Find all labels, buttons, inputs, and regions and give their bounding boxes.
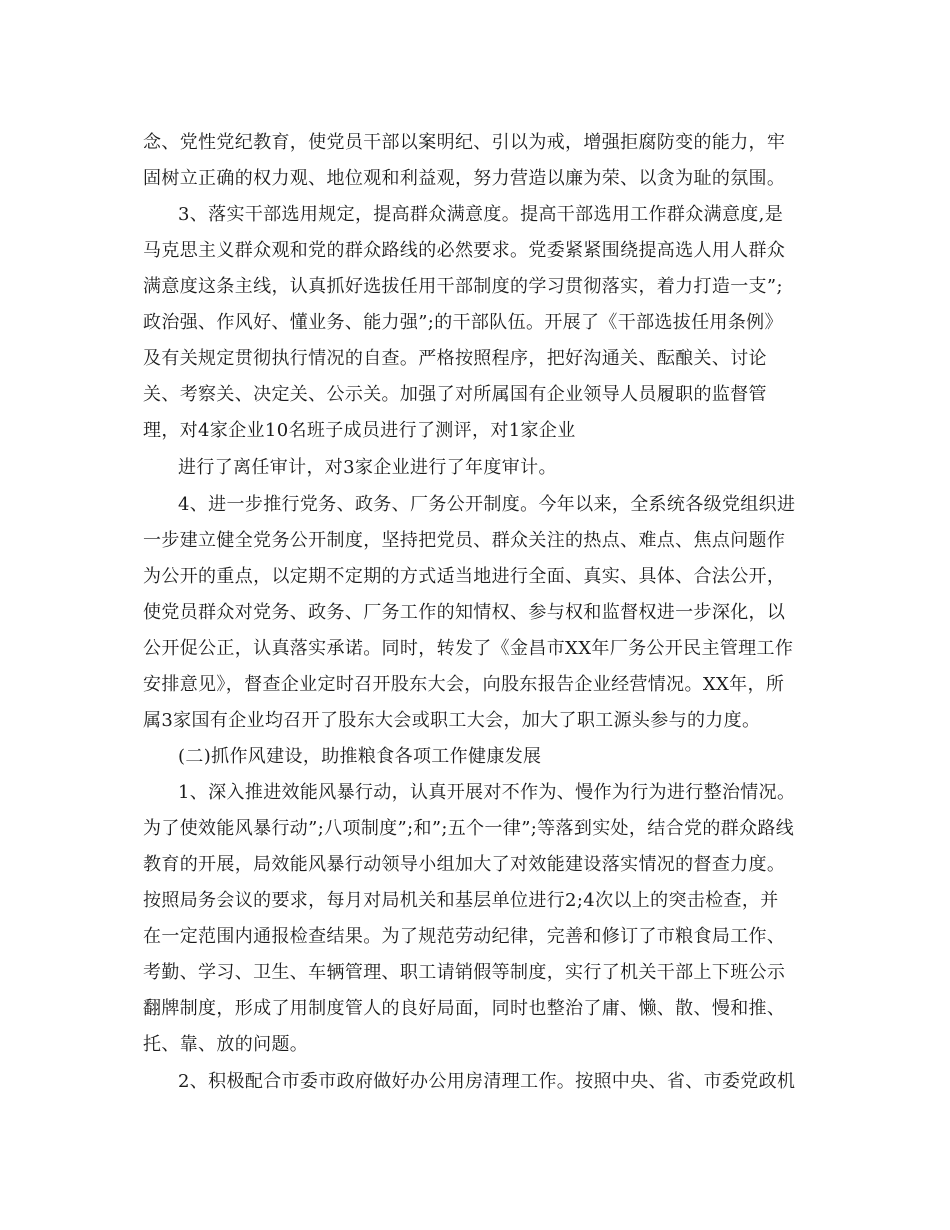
text-line: 按照局务会议的要求，每月对局机关和基层单位进行2;4次以上的突击检查，并 [143,890,779,911]
text-line: 1、深入推进效能风暴行动，认真开展对不作为、慢作为行为进行整治情况。 [178,782,796,803]
text-line: 政治强、作风好、懂业务、能力强”;的干部队伍。开展了《干部选拔任用条例》 [143,312,783,333]
text-line: 在一定范围内通报检查结果。为了规范劳动纪律，完善和修订了市粮食局工作、 [143,926,786,947]
text-line: 3、落实干部选用规定，提高群众满意度。提高干部选用工作群众满意度,是 [178,204,784,225]
text-line: 安排意见》，督查企业定时召开股东大会，向股东报告企业经营情况。XX年，所 [143,674,785,695]
text-line: 进行了离任审计，对3家企业进行了年度审计。 [178,457,557,478]
text-line: 使党员群众对党务、政务、厂务工作的知情权、参与权和监督权进一步深化，以 [143,602,786,623]
text-line: 及有关规定贯彻执行情况的自查。严格按照程序，把好沟通关、酝酿关、讨论 [143,348,767,369]
text-line: 一步建立健全党务公开制度，坚持把党员、群众关注的热点、难点、焦点问题作 [143,530,786,551]
text-line: 属3家国有企业均召开了股东大会或职工大会，加大了职工源头参与的力度。 [143,710,761,731]
text-line: 教育的开展，局效能风暴行动领导小组加大了对效能建设落实情况的督查力度。 [143,854,786,875]
text-line: 满意度这条主线，认真抓好选拔任用干部制度的学习贯彻落实，着力打造一支”; [143,276,783,297]
section-heading: (二)抓作风建设，助推粮食各项工作健康发展 [178,746,542,767]
text-line: 2、积极配合市委市政府做好办公用房清理工作。按照中央、省、市委党政机 [178,1071,796,1092]
text-line: 公开促公正，认真落实承诺。同时，转发了《金昌市XX年厂务公开民主管理工作 [143,638,794,659]
text-line: 马克思主义群众观和党的群众路线的必然要求。党委紧紧围绕提高选人用人群众 [143,240,786,261]
text-line: 为公开的重点，以定期不定期的方式适当地进行全面、真实、具体、合法公开， [143,566,786,587]
text-line: 念、党性党纪教育，使党员干部以案明纪、引以为戒，增强拒腐防变的能力，牢 [143,132,786,153]
text-line: 固树立正确的权力观、地位观和利益观，努力营造以廉为荣、以贪为耻的氛围。 [143,168,786,189]
text-line: 翻牌制度，形成了用制度管人的良好局面，同时也整治了庸、懒、散、慢和推、 [143,998,786,1019]
text-line: 托、靠、放的问题。 [143,1034,309,1055]
text-line: 为了使效能风暴行动”;八项制度”;和”;五个一律”;等落到实处，结合党的群众路线 [143,818,795,839]
text-line: 理，对4家企业10名班子成员进行了测评，对1家企业 [143,420,576,441]
text-line: 考勤、学习、卫生、车辆管理、职工请销假等制度，实行了机关干部上下班公示 [143,962,786,983]
text-line: 4、进一步推行党务、政务、厂务公开制度。今年以来，全系统各级党组织进 [178,494,796,515]
text-line: 关、考察关、决定关、公示关。加强了对所属国有企业领导人员履职的监督管 [143,384,767,405]
